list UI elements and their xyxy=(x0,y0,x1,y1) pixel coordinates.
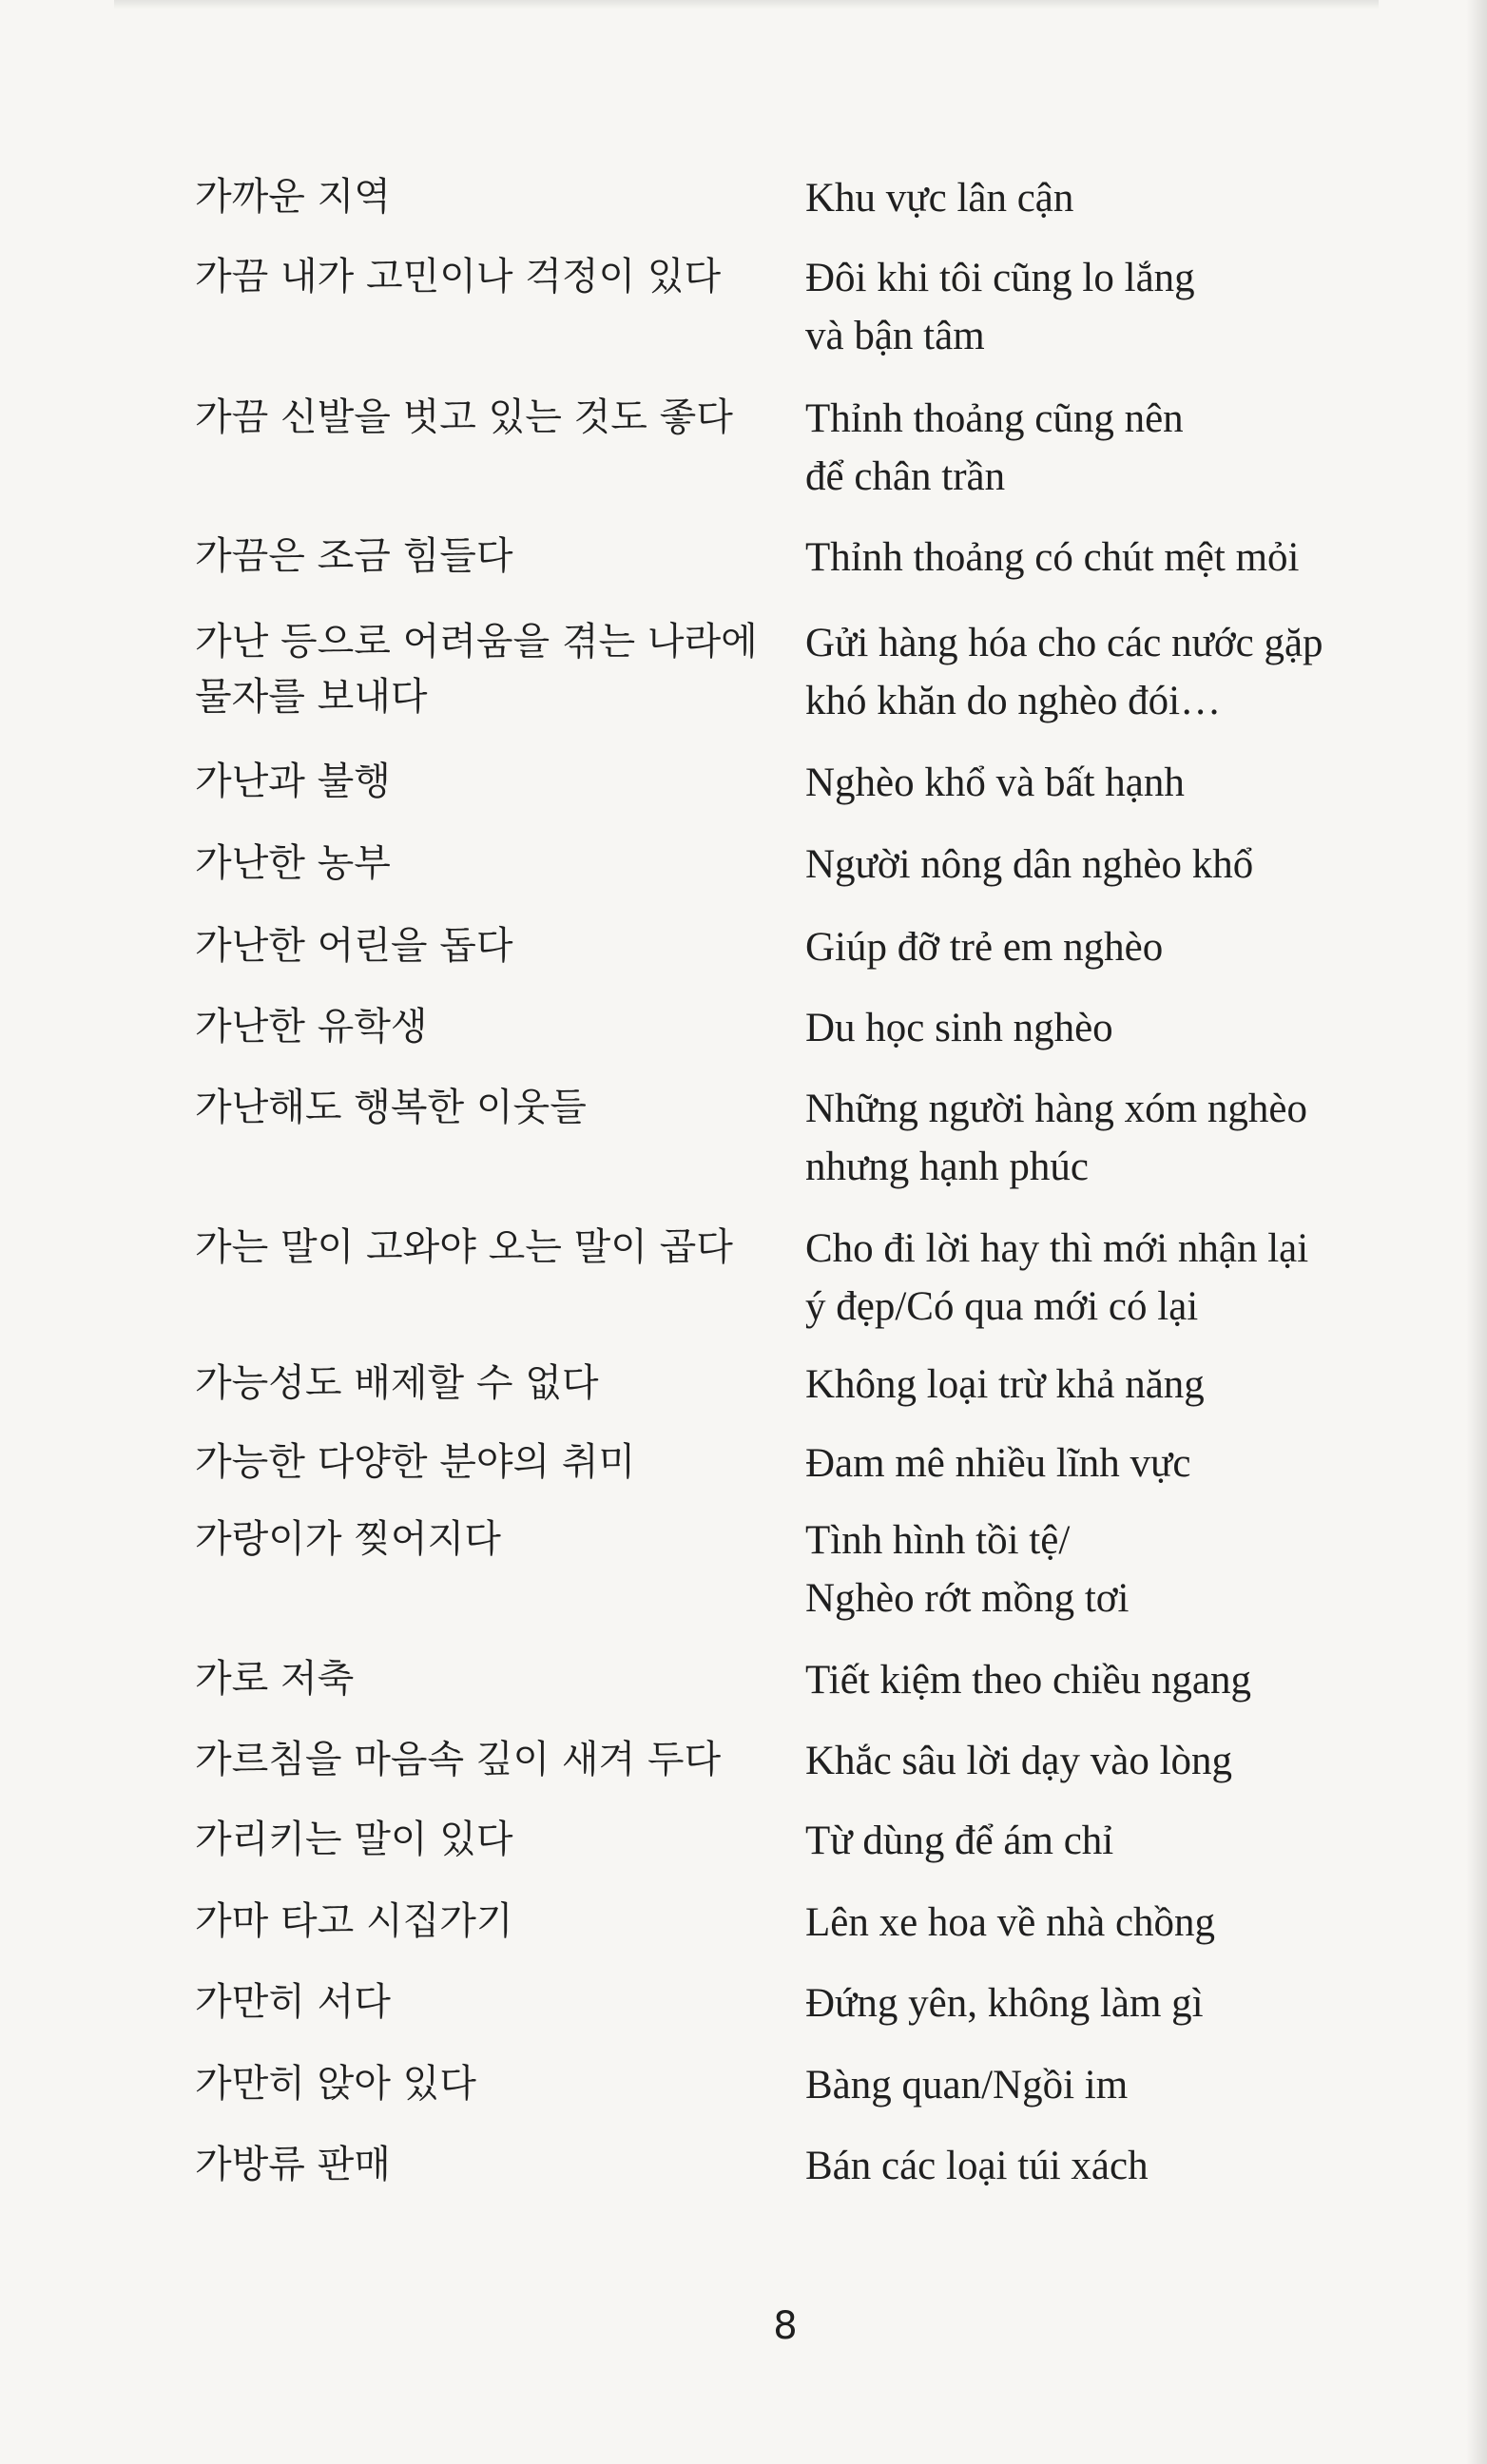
vietnamese-translation: Đôi khi tôi cũng lo lắng và bận tâm xyxy=(805,256,1195,358)
korean-phrase: 가난한 유학생 xyxy=(195,1005,428,1049)
vietnamese-translation: Từ dùng để ám chỉ xyxy=(805,1819,1114,1863)
vietnamese-translation: Gửi hàng hóa cho các nước gặp khó khăn do nghèo đói… xyxy=(805,621,1323,723)
korean-phrase: 가마 타고 시집가기 xyxy=(195,1899,513,1943)
korean-phrase: 가능한 다양한 분야의 취미 xyxy=(195,1440,636,1484)
vietnamese-translation: Khu vực lân cận xyxy=(805,176,1074,221)
korean-phrase: 가까운 지역 xyxy=(195,175,391,219)
vietnamese-translation: Đứng yên, không làm gì xyxy=(805,1981,1204,2026)
vietnamese-translation: Người nông dân nghèo khổ xyxy=(805,842,1254,887)
vietnamese-translation: Đam mê nhiều lĩnh vực xyxy=(805,1441,1191,1486)
korean-phrase: 가난한 어린을 돕다 xyxy=(195,924,513,968)
korean-phrase: 가난해도 행복한 이웃들 xyxy=(195,1086,587,1129)
korean-phrase: 가끔은 조금 힘들다 xyxy=(195,534,513,578)
vietnamese-translation: Du học sinh nghèo xyxy=(805,1006,1113,1050)
korean-phrase: 가르침을 마음속 깊이 새겨 두다 xyxy=(195,1738,722,1781)
vietnamese-translation: Giúp đỡ trẻ em nghèo xyxy=(805,925,1164,970)
vietnamese-translation: Thỉnh thoảng cũng nên để chân trần xyxy=(805,396,1184,499)
korean-phrase: 가능성도 배제할 수 없다 xyxy=(195,1361,599,1405)
korean-phrase: 가난한 농부 xyxy=(195,841,391,885)
vietnamese-translation: Tình hình tồi tệ/ Nghèo rớt mồng tơi xyxy=(805,1518,1130,1621)
page-number: 8 xyxy=(773,2304,798,2348)
vietnamese-translation: Bán các loại túi xách xyxy=(805,2144,1149,2188)
korean-phrase: 가만히 앉아 있다 xyxy=(195,2062,476,2106)
vietnamese-translation: Những người hàng xóm nghèo nhưng hạnh phúc xyxy=(805,1087,1307,1189)
korean-phrase: 가로 저축 xyxy=(195,1657,355,1701)
vietnamese-translation: Lên xe hoa về nhà chồng xyxy=(805,1900,1216,1945)
vietnamese-translation: Nghèo khổ và bất hạnh xyxy=(805,760,1185,805)
korean-phrase: 가방류 판매 xyxy=(195,2143,391,2186)
korean-phrase: 가리키는 말이 있다 xyxy=(195,1818,513,1861)
vietnamese-translation: Không loại trừ khả năng xyxy=(805,1362,1205,1407)
korean-phrase: 가끔 신발을 벗고 있는 것도 좋다 xyxy=(195,395,733,439)
korean-phrase: 가는 말이 고와야 오는 말이 곱다 xyxy=(195,1225,733,1269)
vietnamese-translation: Bàng quan/Ngồi im xyxy=(805,2063,1129,2108)
korean-phrase: 가만히 서다 xyxy=(195,1980,391,2024)
korean-phrase: 가랑이가 찢어지다 xyxy=(195,1517,501,1561)
korean-phrase: 가난 등으로 어려움을 겪는 나라에 물자를 보내다 xyxy=(195,620,758,719)
vietnamese-translation: Khắc sâu lời dạy vào lòng xyxy=(805,1739,1233,1783)
vietnamese-translation: Cho đi lời hay thì mới nhận lại ý đẹp/Có qua mới có lại xyxy=(805,1226,1309,1329)
vietnamese-translation: Thỉnh thoảng có chút mệt mỏi xyxy=(805,535,1300,580)
korean-phrase: 가난과 불행 xyxy=(195,760,391,803)
vietnamese-translation: Tiết kiệm theo chiều ngang xyxy=(805,1658,1251,1703)
korean-phrase: 가끔 내가 고민이나 걱정이 있다 xyxy=(195,255,722,298)
